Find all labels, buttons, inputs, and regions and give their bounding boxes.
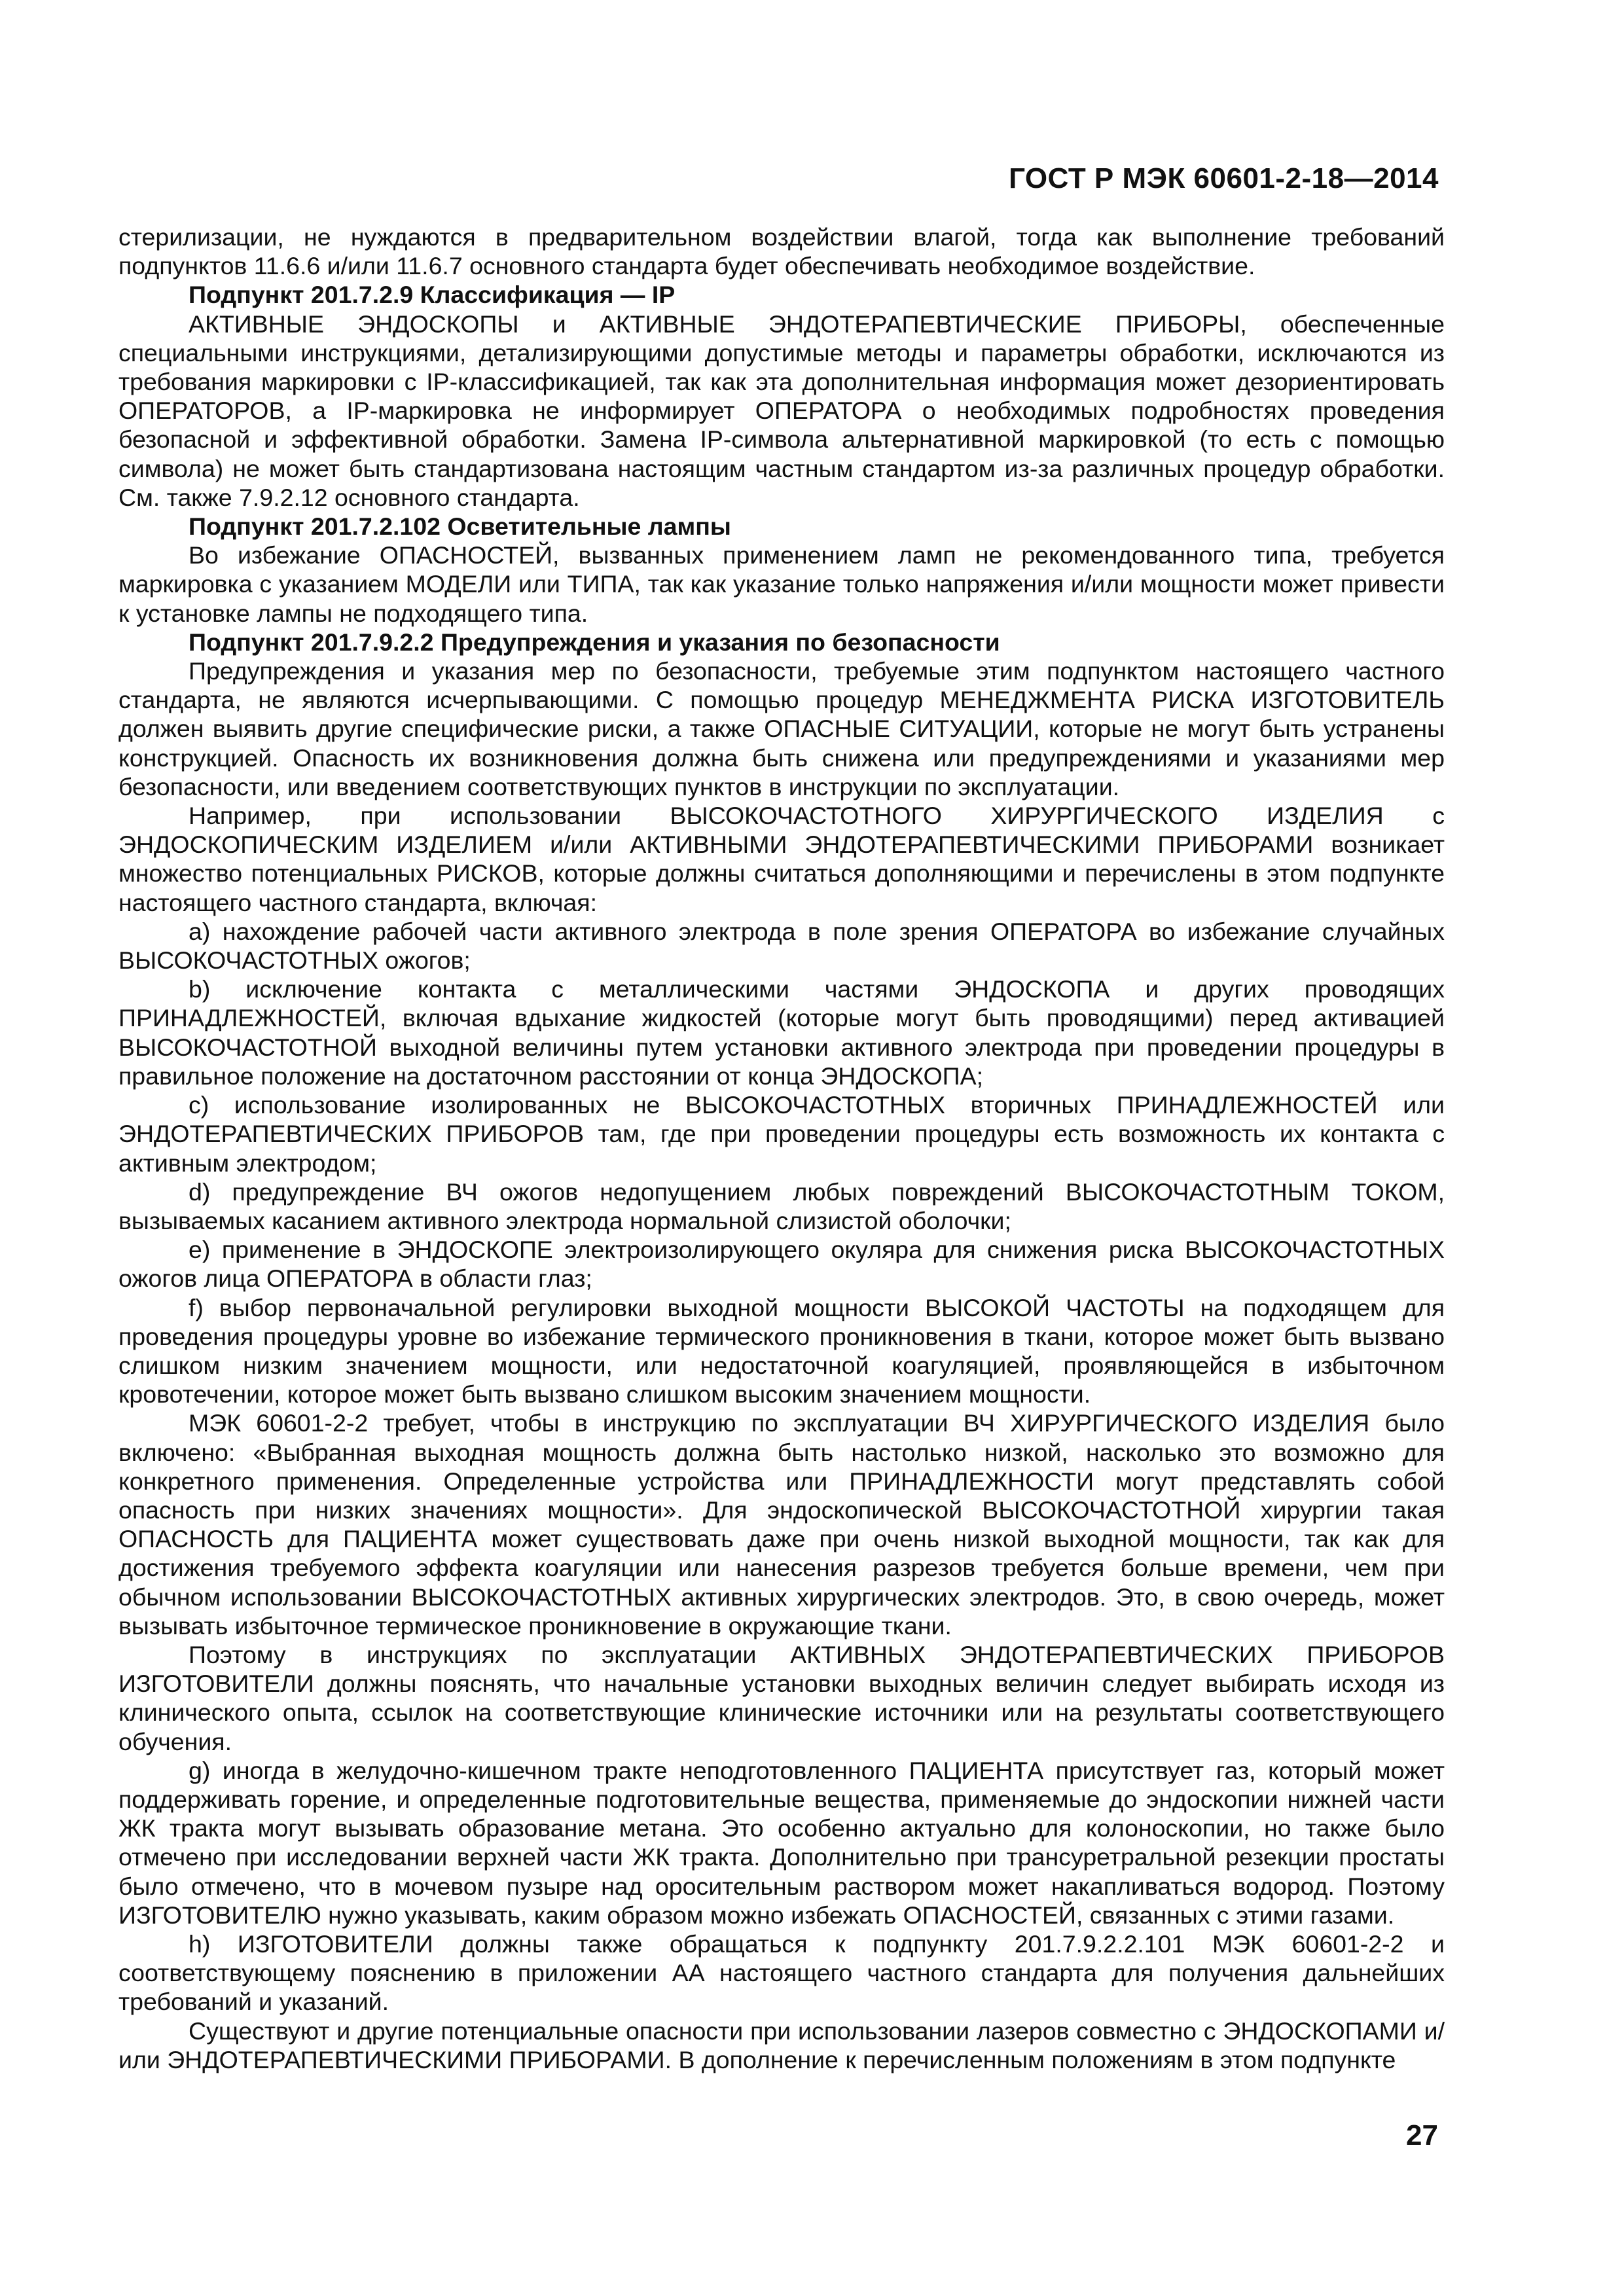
document-body bbox=[118, 223, 1445, 2074]
section-heading: Подпункт 201.7.9.2.2 Предупреждения и указания по безопасности bbox=[189, 628, 1000, 656]
page-number: 27 bbox=[1406, 2119, 1438, 2151]
list-item-b: b) исключение контакта с металлическими частями ЭНДОСКОПА и других проводящих ПРИНАДЛЕЖНОСТЕЙ, включая вдыхание жидкостей (которые могут быть проводящими) перед активацией ВЫСОКОЧАСТОТНОЙ выходной величины путем установки активного электрода при проведении процедуры в правильное положение на достаточном расстоянии от конца ЭНДОСКОПА; bbox=[118, 975, 1445, 1090]
list-item-a: a) нахождение рабочей части активного электрода в поле зрения ОПЕРАТОРА во избежание случайных ВЫСОКОЧАСТОТНЫХ ожогов; bbox=[118, 917, 1445, 975]
paragraph: АКТИВНЫЕ ЭНДОСКОПЫ и АКТИВНЫЕ ЭНДОТЕРАПЕВТИЧЕСКИЕ ПРИБОРЫ, обеспеченные специальными инструкциями, детализирующими допустимые методы и параметры обработки, исключаются из требования маркировки с IP-классификацией, так как эта дополнительная информация может дезориентировать ОПЕРАТОРОВ, а IP-маркировка не информирует ОПЕРАТОРА о необходимых подробностях проведения безопасной и эффективной обработки. Замена IP-символа альтернативной маркировкой (то есть с помощью символа) не может быть стандартизована настоящим частным стандартом из-за различных процедур обработки. См. также 7.9.2.12 основного стандарта. bbox=[118, 310, 1445, 511]
section-heading: Подпункт 201.7.2.9 Классификация — IP bbox=[189, 281, 676, 309]
list-item-e: e) применение в ЭНДОСКОПЕ электроизолирующего окуляра для снижения риска ВЫСОКОЧАСТОТНЫХ ожогов лица ОПЕРАТОРА в области глаз; bbox=[118, 1236, 1445, 1293]
list-item-h: h) ИЗГОТОВИТЕЛИ должны также обращаться к подпункту 201.7.9.2.2.101 МЭК 60601-2-2 и соответствующему пояснению в приложении АА настоящего частного стандарта для получения дальнейших требований и указаний. bbox=[118, 1929, 1445, 2016]
section-heading: Подпункт 201.7.2.102 Осветительные лампы bbox=[189, 512, 731, 541]
list-item-c: c) использование изолированных не ВЫСОКОЧАСТОТНЫХ вторичных ПРИНАДЛЕЖНОСТЕЙ или ЭНДОТЕРАПЕВТИЧЕСКИХ ПРИБОРОВ там, где при проведении процедуры есть возможность их контакта с активным электродом; bbox=[118, 1091, 1445, 1177]
paragraph: Предупреждения и указания мер по безопасности, требуемые этим подпунктом настоящего частного стандарта, не являются исчерпывающими. С помощью процедур МЕНЕДЖМЕНТА РИСКА ИЗГОТОВИТЕЛЬ должен выявить другие специфические риски, а также ОПАСНЫЕ СИТУАЦИИ, которые не могут быть устранены конструкцией. Опасность их возникновения должна быть снижена или предупреждениями и указаниями мер безопасности, или введением соответствующих пунктов в инструкции по эксплуатации. bbox=[118, 657, 1445, 800]
standard-header: ГОСТ Р МЭК 60601-2-18—2014 bbox=[1009, 162, 1439, 194]
list-item-f: f) выбор первоначальной регулировки выходной мощности ВЫСОКОЙ ЧАСТОТЫ на подходящем для проведения процедуры уровне во избежание термического проникновения в ткани, которое может быть вызвано слишком низким значением мощности, или недостаточной коагуляцией, проявляющейся в избыточном кровотечении, которое может быть вызвано слишком высоким значением мощности. bbox=[118, 1293, 1445, 1408]
paragraph: Существуют и другие потенциальные опасности при использовании лазеров совместно с ЭНДОСКОПАМИ и/или ЭНДОТЕРАПЕВТИЧЕСКИМИ ПРИБОРАМИ. В дополнение к перечисленным положениям в этом подпункте bbox=[118, 2017, 1445, 2073]
paragraph: Во избежание ОПАСНОСТЕЙ, вызванных применением ламп не рекомендованного типа, требуется маркировка с указанием МОДЕЛИ или ТИПА, так как указание только напряжения и/или мощности может привести к установке лампы не подходящего типа. bbox=[118, 541, 1445, 627]
paragraph: Поэтому в инструкциях по эксплуатации АКТИВНЫХ ЭНДОТЕРАПЕВТИЧЕСКИХ ПРИБОРОВ ИЗГОТОВИТЕЛИ должны пояснять, что начальные установки выходных величин следует выбирать исходя из клинического опыта, ссылок на соответствующие клинические источники или на результаты соответствующего обучения. bbox=[118, 1640, 1445, 1755]
paragraph: стерилизации, не нуждаются в предварительном воздействии влагой, тогда как выполнение требований подпунктов 11.6.6 и/или 11.6.7 основного стандарта будет обеспечивать необходимое воздействие. bbox=[118, 223, 1445, 280]
paragraph: МЭК 60601-2-2 требует, чтобы в инструкцию по эксплуатации ВЧ ХИРУРГИЧЕСКОГО ИЗДЕЛИЯ было включено: «Выбранная выходная мощность должна быть настолько низкой, насколько это возможно для конкретного применения. Определенные устройства или ПРИНАДЛЕЖНОСТИ могут представлять собой опасность при низких значениях мощности». Для эндоскопической ВЫСОКОЧАСТОТНОЙ хирургии такая ОПАСНОСТЬ для ПАЦИЕНТА может существовать даже при очень низкой выходной мощности, так как для достижения требуемого эффекта коагуляции или нанесения разрезов требуется больше времени, чем при обычном использовании ВЫСОКОЧАСТОТНЫХ активных хирургических электродов. Это, в свою очередь, может вызывать избыточное термическое проникновение в окружающие ткани. bbox=[118, 1409, 1445, 1640]
paragraph: Например, при использовании ВЫСОКОЧАСТОТНОГО ХИРУРГИЧЕСКОГО ИЗДЕЛИЯ с ЭНДОСКОПИЧЕСКИМ ИЗДЕЛИЕМ и/или АКТИВНЫМИ ЭНДОТЕРАПЕВТИЧЕСКИМИ ПРИБОРАМИ возникает множество потенциальных РИСКОВ, которые должны считаться дополняющими и перечислены в этом подпункте настоящего частного стандарта, включая: bbox=[118, 802, 1445, 916]
list-item-g: g) иногда в желудочно-кишечном тракте неподготовленного ПАЦИЕНТА присутствует газ, который может поддерживать горение, и определенные подготовительные вещества, применяемые до эндоскопии нижней части ЖК тракта могут вызывать образование метана. Это особенно актуально для колоноскопии, но также было отмечено при исследовании верхней части ЖК тракта. Дополнительно при трансуретральной резекции простаты было отмечено, что в мочевом пузыре над оросительным раствором может накапливаться водород. Поэтому ИЗГОТОВИТЕЛЮ нужно указывать, каким образом можно избежать ОПАСНОСТЕЙ, связанных с этими газами. bbox=[118, 1756, 1445, 1929]
list-item-d: d) предупреждение ВЧ ожогов недопущением любых повреждений ВЫСОКОЧАСТОТНЫМ ТОКОМ, вызываемых касанием активного электрода нормальной слизистой оболочки; bbox=[118, 1177, 1445, 1234]
